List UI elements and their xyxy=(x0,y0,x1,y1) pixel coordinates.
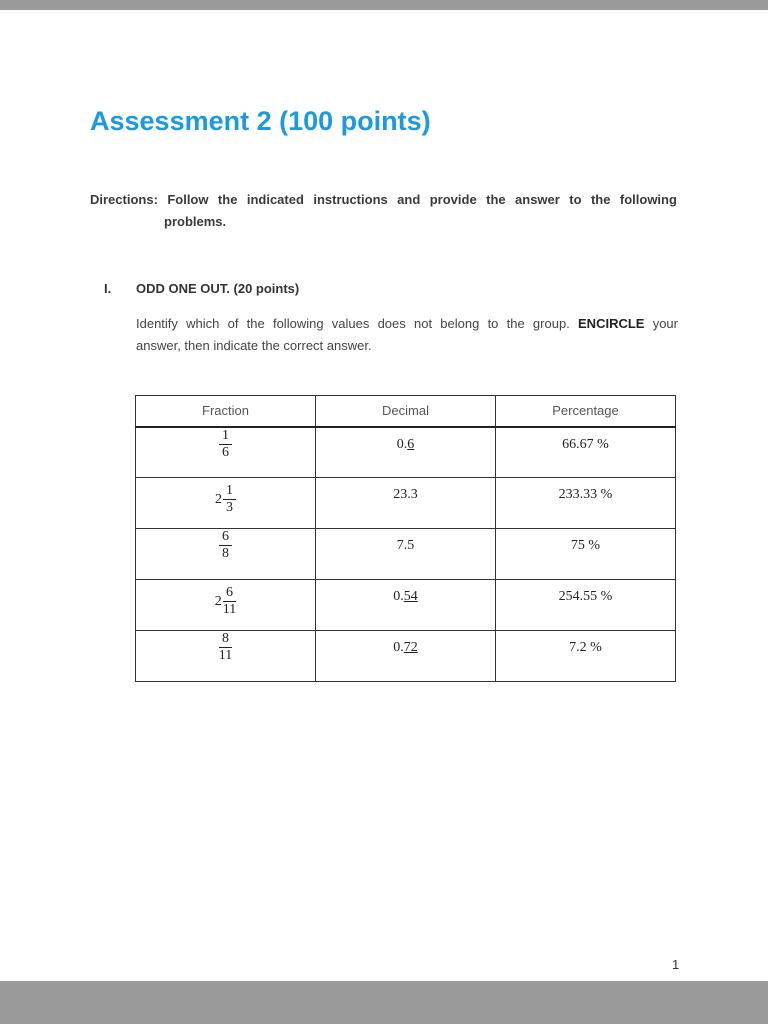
decimal-prefix: 7.5 xyxy=(396,538,415,553)
fraction-cell xyxy=(136,478,316,529)
directions-line-1 xyxy=(90,189,677,211)
table-row xyxy=(136,478,676,529)
instruction-word: of xyxy=(227,316,239,331)
instruction-word: to xyxy=(487,316,499,331)
percentage-value: 66.67 % xyxy=(562,436,609,452)
denominator: 6 xyxy=(222,444,229,460)
fraction xyxy=(219,428,232,461)
decimal-value xyxy=(393,640,418,656)
directions-word: indicated xyxy=(246,192,304,207)
instruction-word: following xyxy=(272,316,324,331)
fraction-cell xyxy=(136,529,316,580)
table-row xyxy=(136,427,676,478)
decimal-prefix: 23.3 xyxy=(393,487,418,502)
directions-word: the xyxy=(590,192,611,207)
whole-number: 2 xyxy=(214,593,222,609)
section-heading: ODD ONE OUT. (20 points) xyxy=(136,281,300,296)
instruction-line-1 xyxy=(136,313,678,335)
decimal-prefix: 0. xyxy=(393,589,404,604)
decimal-repeating-digits: 72 xyxy=(403,640,418,655)
directions-word: to xyxy=(569,192,582,207)
table-row xyxy=(136,529,676,580)
denominator: 3 xyxy=(226,500,233,515)
instruction-word: group. xyxy=(532,316,570,331)
denominator: 11 xyxy=(218,648,233,663)
table-header-row xyxy=(136,396,676,427)
instruction-line-2: answer, then indicate the correct answer. xyxy=(136,338,372,353)
numerator: 6 xyxy=(219,529,232,546)
directions-line-2: problems. xyxy=(164,214,227,229)
decimal-value xyxy=(393,589,418,605)
table-row xyxy=(136,580,676,631)
instruction-word: values xyxy=(331,316,370,331)
header-fraction: Fraction xyxy=(136,396,316,427)
section-instruction xyxy=(136,313,678,357)
mixed-number xyxy=(215,483,236,516)
decimal-prefix: 0. xyxy=(396,436,408,452)
fraction xyxy=(219,529,232,562)
decimal-cell xyxy=(316,529,496,580)
fraction xyxy=(223,483,236,516)
denominator: 8 xyxy=(222,546,229,561)
decimal-value xyxy=(393,487,418,503)
instruction-emphasis: ENCIRCLE xyxy=(578,316,645,331)
directions-word: the xyxy=(217,192,238,207)
fraction-cell xyxy=(136,580,316,631)
numerator: 8 xyxy=(219,631,232,648)
directions-word: the xyxy=(486,192,506,207)
decimal-cell xyxy=(316,580,496,631)
directions-word: Directions: xyxy=(90,192,158,207)
mixed-number xyxy=(215,585,236,618)
directions-word: and xyxy=(397,192,421,207)
percentage-cell xyxy=(496,427,676,478)
whole-number: 2 xyxy=(215,491,222,507)
decimal-cell xyxy=(316,631,496,682)
denominator: 11 xyxy=(222,602,237,617)
instruction-word: which xyxy=(186,316,220,331)
fraction-cell xyxy=(136,427,316,478)
fraction xyxy=(219,631,232,664)
instruction-word: belong xyxy=(440,316,480,331)
directions-word: answer xyxy=(515,192,560,207)
viewer-bottom-bar xyxy=(0,981,768,1024)
percentage-value: 7.2 % xyxy=(569,640,602,655)
instruction-word: the xyxy=(506,316,525,331)
page-number: 1 xyxy=(672,957,680,972)
numerator: 1 xyxy=(223,483,236,500)
directions-word: following xyxy=(619,192,677,207)
odd-one-out-table xyxy=(135,395,676,682)
page-title: Assessment 2 (100 points) xyxy=(90,106,431,136)
directions-word: instructions xyxy=(313,192,388,207)
fraction xyxy=(223,585,236,618)
section-number: I. xyxy=(104,281,112,296)
numerator: 6 xyxy=(223,585,236,602)
decimal-value xyxy=(397,437,415,453)
directions-word: Follow xyxy=(167,192,209,207)
decimal-repeating-digits: 6 xyxy=(407,436,415,452)
percentage-value: 254.55 % xyxy=(558,589,613,604)
fraction-cell xyxy=(136,631,316,682)
percentage-cell xyxy=(496,631,676,682)
instruction-word: not xyxy=(414,316,433,331)
instruction-word: your xyxy=(652,316,678,331)
numerator: 1 xyxy=(219,428,232,445)
percentage-value: 233.33 % xyxy=(558,487,613,502)
viewer-top-bar xyxy=(0,0,768,10)
percentage-cell xyxy=(496,529,676,580)
decimal-repeating-digits: 54 xyxy=(403,589,418,604)
percentage-cell xyxy=(496,580,676,631)
directions xyxy=(90,189,677,233)
instruction-word: Identify xyxy=(136,316,178,331)
decimal-value xyxy=(397,538,415,554)
header-percentage: Percentage xyxy=(496,396,676,427)
percentage-value: 75 % xyxy=(570,538,601,553)
percentage-cell xyxy=(496,478,676,529)
decimal-cell xyxy=(316,478,496,529)
table-row xyxy=(136,631,676,682)
header-decimal: Decimal xyxy=(316,396,496,427)
decimal-cell xyxy=(316,427,496,478)
instruction-word: the xyxy=(246,316,265,331)
instruction-word: does xyxy=(377,316,406,331)
directions-word: provide xyxy=(429,192,477,207)
decimal-prefix: 0. xyxy=(393,640,404,655)
